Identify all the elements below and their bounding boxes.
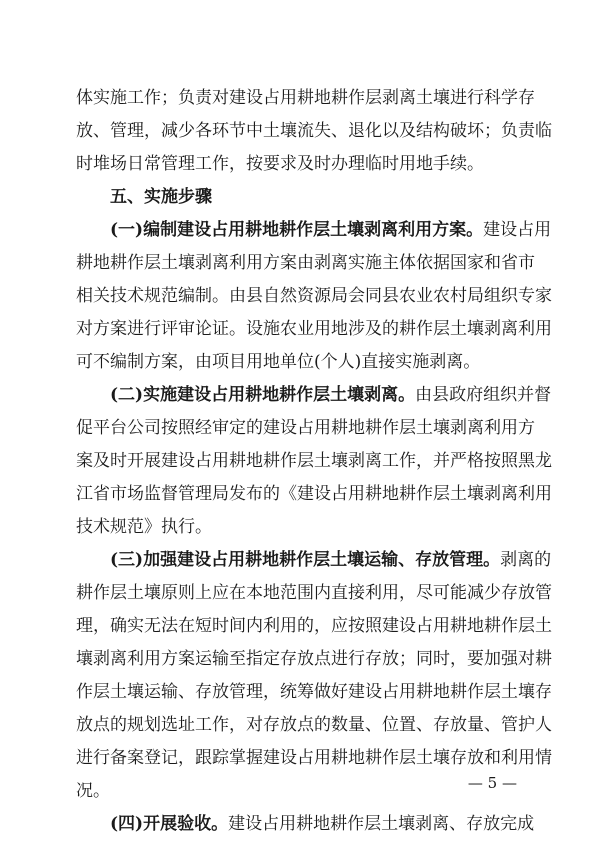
document-page — [76, 82, 552, 841]
body-line: 耕作层土壤原则上应在本地范围内直接利用，尽可能减少存放管 — [76, 583, 552, 603]
body-line: 放、管理，减少各环节中土壤流失、退化以及结构破坏；负责临 — [76, 121, 552, 141]
paragraph-first-rest: 由县政府组织并督 — [415, 385, 552, 405]
paragraph-lead: (二)实施建设占用耕地耕作层土壤剥离。 — [110, 385, 416, 405]
paragraph-first-line — [76, 214, 552, 247]
paragraph-first-line — [76, 544, 552, 577]
body-line: 体实施工作；负责对建设占用耕地耕作层剥离土壤进行科学存 — [76, 88, 535, 108]
paragraph-first-line — [76, 379, 552, 412]
paragraph-lead: (四)开展验收。 — [110, 814, 229, 834]
body-line: 理，确实无法在短时间内利用的，应按照建设占用耕地耕作层土 — [76, 616, 552, 636]
paragraph-first-rest: 建设占用耕地耕作层土壤剥离、存放完成 — [228, 814, 535, 834]
body-line: 放点的规划选址工作，对存放点的数量、位置、存放量、管护人 — [76, 715, 552, 735]
body-line: 耕地耕作层土壤剥离利用方案由剥离实施主体依据国家和省市 — [76, 253, 535, 273]
paragraph-first-rest: 剥离的 — [500, 550, 552, 570]
body-line: 对方案进行评审论证。设施农业用地涉及的耕作层土壤剥离利用 — [76, 319, 552, 339]
body-line: 江省市场监督管理局发布的《建设占用耕地耕作层土壤剥离利用 — [76, 484, 552, 504]
body-line: 进行备案登记，跟踪掌握建设占用耕地耕作层土壤存放和利用情 — [76, 748, 552, 768]
body-line: 相关技术规范编制。由县自然资源局会同县农业农村局组织专家 — [76, 286, 552, 306]
body-line: 可不编制方案，由项目用地单位(个人)直接实施剥离。 — [76, 352, 481, 372]
paragraph-lead: (一)编制建设占用耕地耕作层土壤剥离利用方案。 — [110, 220, 484, 240]
body-line: 壤剥离利用方案运输至指定存放点进行存放；同时，要加强对耕 — [76, 649, 552, 669]
page-number: — 5 — — [467, 774, 517, 792]
body-line: 促平台公司按照经审定的建设占用耕地耕作层土壤剥离利用方 — [76, 418, 535, 438]
paragraph-first-rest: 建设占用 — [483, 220, 552, 240]
body-line: 案及时开展建设占用耕地耕作层土壤剥离工作，并严格按照黑龙 — [76, 451, 552, 471]
paragraph-lead: (三)加强建设占用耕地耕作层土壤运输、存放管理。 — [110, 550, 501, 570]
body-line: 况。 — [76, 781, 110, 801]
section-heading: 五、实施步骤 — [110, 187, 212, 207]
body-line: 作层土壤运输、存放管理，统筹做好建设占用耕地耕作层土壤存 — [76, 682, 552, 702]
body-line: 时堆场日常管理工作，按要求及时办理临时用地手续。 — [76, 154, 484, 174]
body-line: 技术规范》执行。 — [76, 517, 212, 537]
paragraph-first-line — [76, 808, 535, 841]
